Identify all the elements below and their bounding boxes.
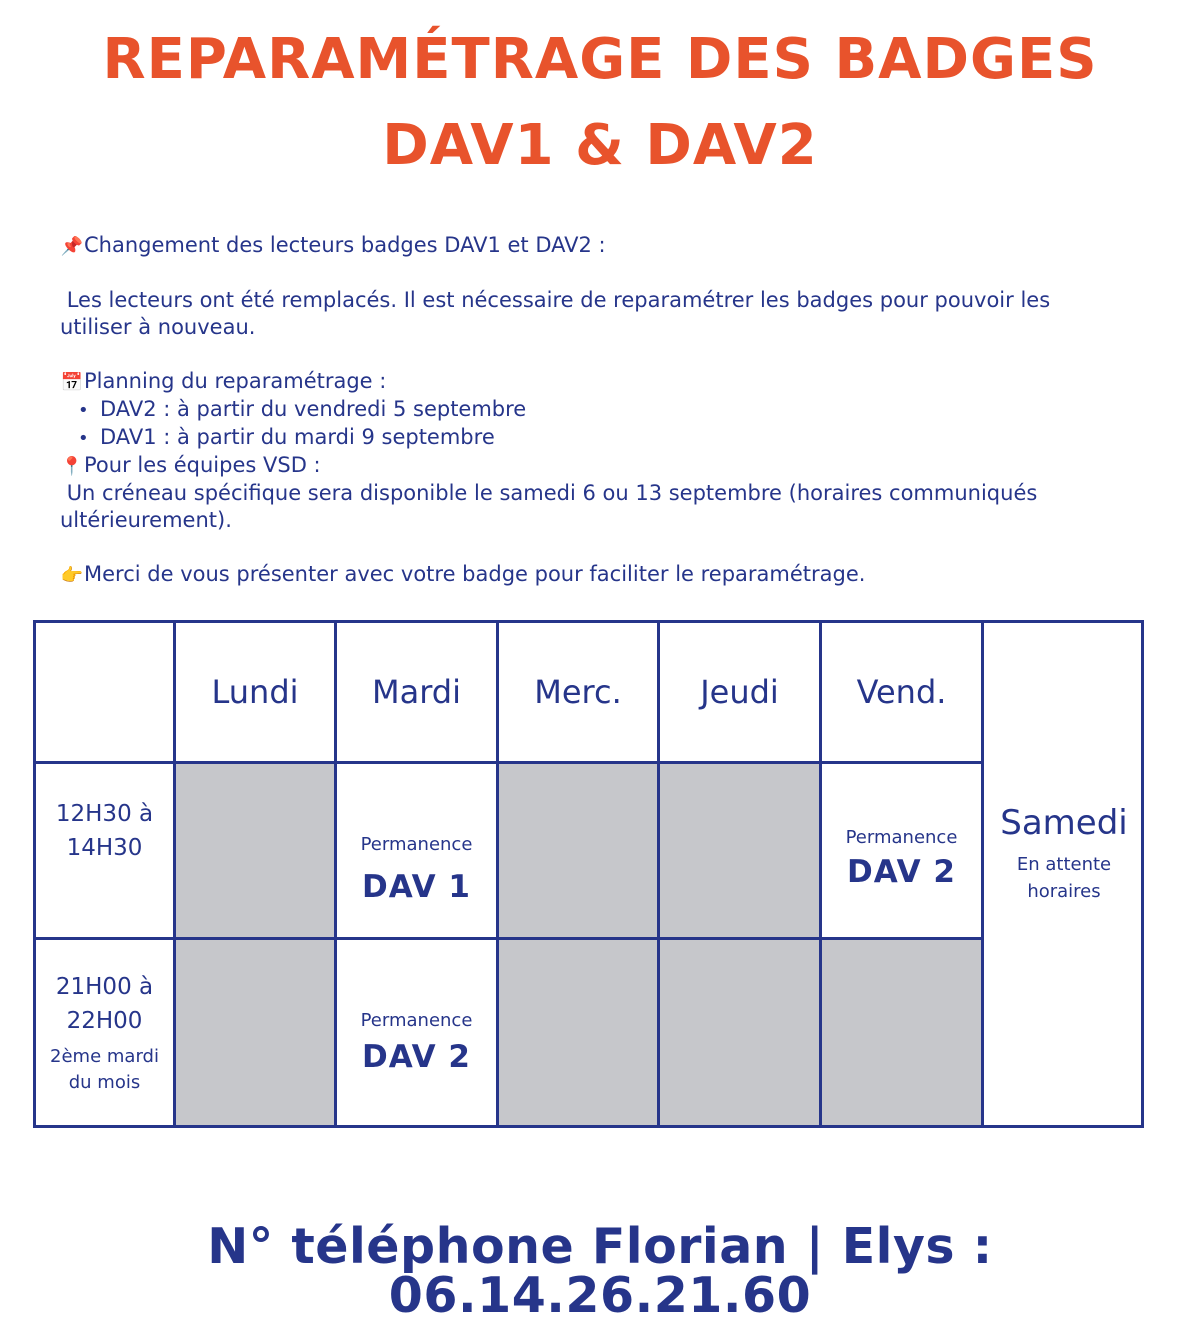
planning-item-dav2: • DAV2 : à partir du vendredi 5 septembre [60,396,1150,424]
time-line-1: 21H00 à [55,973,154,1000]
calendar-icon: 📅 [60,372,84,393]
vsd-heading: Pour les équipes VSD : [84,453,321,477]
slot-jeudi-row-2 [660,940,822,1125]
pointing-hand-icon: 👉 [60,565,84,586]
planning-heading: Planning du reparamétrage : [84,369,387,393]
header-cell-lundi [176,623,337,764]
permanence-label: Permanence [360,834,473,855]
phone-footer: N° téléphone Florian | Elys : 06.14.26.21.60 [207,1218,993,1324]
time-line-2: 14H30 [66,834,143,861]
saturday-note [1017,851,1111,905]
slot-vendredi-row-2 [822,940,984,1125]
day-label: Merc. [534,673,622,711]
vsd-text-line-1: Un créneau spécifique sera disponible le samedi 6 ou 13 septembre (horaires communiqués [60,481,1038,505]
round-pushpin-icon: 📍 [60,456,84,477]
slot-mercredi-row-2 [499,940,660,1125]
slot-lundi-row-1 [176,764,337,940]
header-cell-mercredi [499,623,660,764]
permanence-dav: DAV 1 [362,869,471,905]
header-cell-jeudi [660,623,822,764]
planning-item-dav1: • DAV1 : à partir du mardi 9 septembre [60,424,1150,452]
intro-section [60,232,1150,341]
permanence-dav: DAV 2 [847,854,956,890]
permanence-label: Permanence [845,827,958,848]
intro-heading-line [60,232,1150,260]
time-note-line-2: du mois [68,1071,141,1093]
schedule-table [33,620,1144,1128]
intro-paragraph-line-1: Les lecteurs ont été remplacés. Il est nécessaire de reparamétrer les badges pour pouvoir les [60,288,1051,312]
slot-mercredi-row-1 [499,764,660,940]
day-label: Lundi [211,673,299,711]
closing-text: Merci de vous présenter avec votre badge pour faciliter le reparamétrage. [84,562,866,586]
saturday-note-line-2: horaires [1027,881,1101,902]
saturday-note-line-1: En attente [1016,854,1112,875]
time-line-1: 12H30 à [55,800,154,827]
day-label: Mardi [371,673,461,711]
title-line-2: DAV1 & DAV2 [382,113,818,178]
time-line-2: 22H00 [66,1007,143,1034]
day-label: Vend. [856,673,947,711]
planning-heading-line [60,368,1150,396]
slot-vendredi-row-1 [822,764,984,940]
time-note-line-1: 2ème mardi [50,1045,159,1067]
title-line-1: REPARAMÉTRAGE DES BADGES [102,27,1098,92]
slot-jeudi-row-1 [660,764,822,940]
time-note [50,1044,159,1096]
intro-paragraph-line-2: utiliser à nouveau. [60,315,256,339]
day-label: Jeudi [700,673,779,711]
slot-mardi-row-1 [337,764,499,940]
time-cell-row-1 [36,764,176,940]
header-cell-mardi [337,623,499,764]
vsd-heading-line [60,452,1150,480]
time-cell-row-2 [36,940,176,1125]
slot-mardi-row-2 [337,940,499,1125]
permanence-label: Permanence [360,1010,473,1031]
closing-line [60,561,1150,589]
permanence-dav: DAV 2 [362,1039,471,1075]
planning-section [60,368,1150,589]
pushpin-icon: 📌 [60,236,84,257]
intro-heading: Changement des lecteurs badges DAV1 et DAV2 : [84,233,606,257]
header-cell-vendredi [822,623,984,764]
vsd-text-line-2: ultérieurement). [60,508,232,532]
saturday-title: Samedi [1000,803,1128,843]
saturday-cell [984,623,1144,1125]
slot-lundi-row-2 [176,940,337,1125]
header-empty-cell [36,623,176,764]
